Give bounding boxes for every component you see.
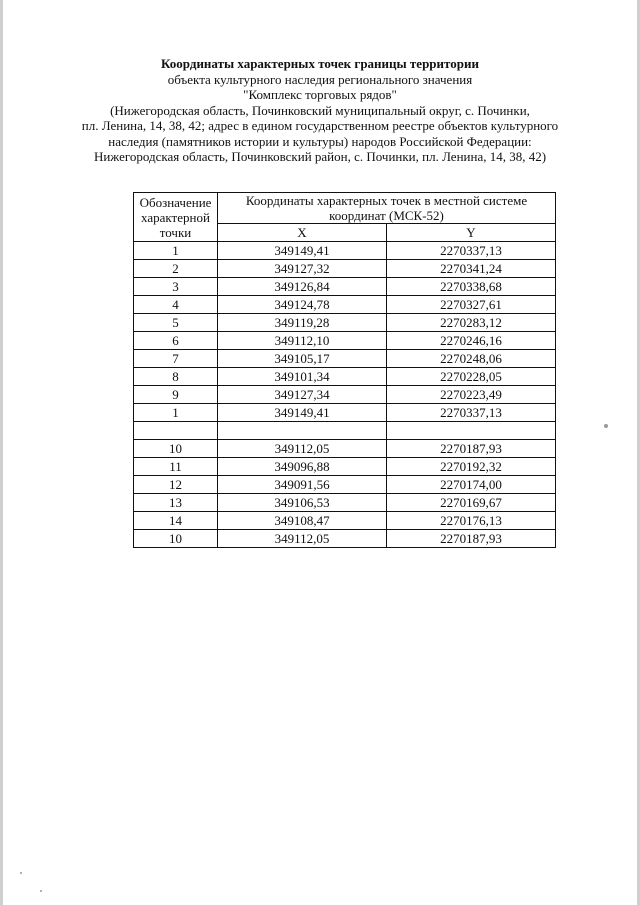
y-cell: 2270187,93 — [387, 440, 556, 458]
x-cell: 349112,05 — [218, 530, 387, 548]
x-cell: 349127,32 — [218, 260, 387, 278]
table-row — [134, 332, 556, 350]
subtitle-line: (Нижегородская область, Починковский муниципальный округ, с. Починки, — [110, 102, 530, 118]
scan-speck — [20, 872, 22, 874]
table-row — [134, 278, 556, 296]
point-cell: 6 — [134, 332, 218, 350]
x-cell: 349112,05 — [218, 440, 387, 458]
table-row — [134, 512, 556, 530]
y-cell: 2270327,61 — [387, 296, 556, 314]
point-cell: 10 — [134, 440, 218, 458]
table-row — [134, 404, 556, 422]
y-cell: 2270337,13 — [387, 242, 556, 260]
y-cell: 2270174,00 — [387, 476, 556, 494]
y-cell: 2270176,13 — [387, 512, 556, 530]
x-cell: 349149,41 — [218, 242, 387, 260]
y-cell: 2270192,32 — [387, 458, 556, 476]
y-cell: 2270187,93 — [387, 530, 556, 548]
point-cell: 1 — [134, 242, 218, 260]
subtitle-line: наследия (памятников истории и культуры) народов Российской Федерации: — [108, 133, 532, 149]
y-cell: 2270248,06 — [387, 350, 556, 368]
table-row — [134, 494, 556, 512]
point-cell: 10 — [134, 530, 218, 548]
table-row — [134, 314, 556, 332]
table-row — [134, 440, 556, 458]
x-cell: 349108,47 — [218, 512, 387, 530]
x-cell: 349149,41 — [218, 404, 387, 422]
point-cell: 12 — [134, 476, 218, 494]
point-cell: 1 — [134, 404, 218, 422]
y-cell: 2270228,05 — [387, 368, 556, 386]
x-cell: 349112,10 — [218, 332, 387, 350]
x-cell: 349126,84 — [218, 278, 387, 296]
table-row — [134, 260, 556, 278]
subtitle-line: пл. Ленина, 14, 38, 42; адрес в едином государственном реестре объектов культурного — [81, 118, 559, 133]
point-cell: 7 — [134, 350, 218, 368]
table-row — [134, 458, 556, 476]
x-cell — [218, 422, 387, 440]
table-row-empty — [134, 422, 556, 440]
y-cell: 2270338,68 — [387, 278, 556, 296]
y-cell: 2270223,49 — [387, 386, 556, 404]
subtitle-line: "Комплекс торговых рядов" — [243, 87, 397, 102]
y-cell: 2270169,67 — [387, 494, 556, 512]
x-cell: 349101,34 — [218, 368, 387, 386]
x-cell: 349124,78 — [218, 296, 387, 314]
point-cell: 9 — [134, 386, 218, 404]
point-cell: 8 — [134, 368, 218, 386]
table-row — [134, 530, 556, 548]
point-cell — [134, 422, 218, 440]
x-cell: 349119,28 — [218, 314, 387, 332]
x-cell: 349091,56 — [218, 476, 387, 494]
point-cell: 4 — [134, 296, 218, 314]
table-row — [134, 386, 556, 404]
table-row — [134, 476, 556, 494]
point-column-header: Обозначение характерной точки — [134, 193, 218, 242]
table-row — [134, 368, 556, 386]
y-cell: 2270341,24 — [387, 260, 556, 278]
y-cell — [387, 422, 556, 440]
table-row — [134, 296, 556, 314]
x-cell: 349105,17 — [218, 350, 387, 368]
subtitle-line: объекта культурного наследия регионального значения — [167, 71, 473, 87]
point-cell: 13 — [134, 494, 218, 512]
point-cell: 3 — [134, 278, 218, 296]
document-heading — [40, 56, 600, 165]
x-cell: 349106,53 — [218, 494, 387, 512]
scan-speck — [40, 890, 42, 892]
x-cell: 349096,88 — [218, 458, 387, 476]
subtitle-line: Нижегородская область, Починковский район, с. Починки, пл. Ленина, 14, 38, 42) — [93, 149, 547, 164]
table-header-row — [134, 193, 556, 224]
point-cell: 14 — [134, 512, 218, 530]
point-cell: 11 — [134, 458, 218, 476]
document-title: Координаты характерных точек границы территории — [161, 56, 479, 71]
table-row — [134, 242, 556, 260]
y-cell: 2270283,12 — [387, 314, 556, 332]
coordinates-group-header: Координаты характерных точек в местной системе координат (МСК-52) — [218, 193, 556, 224]
y-cell: 2270246,16 — [387, 332, 556, 350]
table-row — [134, 350, 556, 368]
scan-edge-left — [0, 0, 3, 905]
point-cell: 2 — [134, 260, 218, 278]
y-column-header: Y — [387, 224, 556, 242]
x-column-header: X — [218, 224, 387, 242]
y-cell: 2270337,13 — [387, 404, 556, 422]
point-cell: 5 — [134, 314, 218, 332]
coordinates-table — [133, 192, 556, 548]
scan-speck — [604, 424, 608, 428]
x-cell: 349127,34 — [218, 386, 387, 404]
